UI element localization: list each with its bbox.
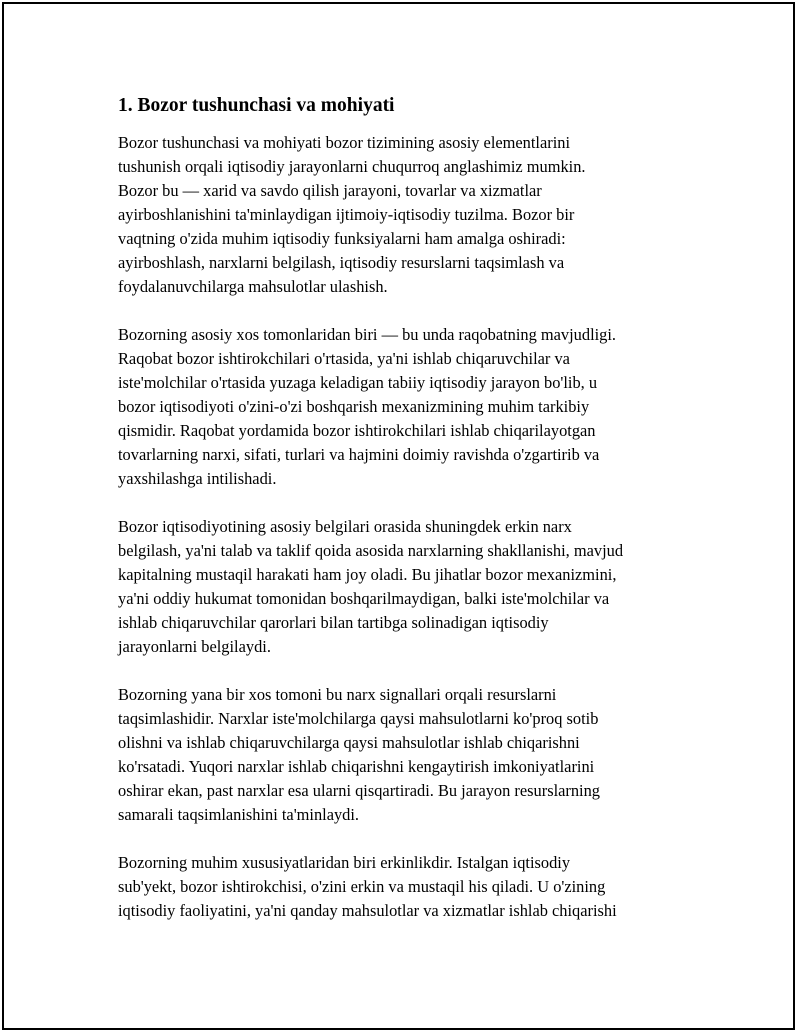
text-line: vaqtning o'zida muhim iqtisodiy funksiyalarni ham amalga oshiradi:	[118, 229, 566, 248]
text-line: ayirboshlanishini ta'minlaydigan ijtimoiy-iqtisodiy tuzilma. Bozor bir	[118, 205, 575, 224]
text-line: ayirboshlash, narxlarni belgilash, iqtisodiy resurslarni taqsimlash va	[118, 253, 565, 272]
text-line: taqsimlashidir. Narxlar iste'molchilarga qaysi mahsulotlarni ko'proq sotib	[118, 709, 599, 728]
text-line: yaxshilashga intilishadi.	[118, 469, 277, 488]
text-line: bozor iqtisodiyoti o'zini-o'zi boshqarish mexanizmining muhim tarkibiy	[118, 397, 590, 416]
text-line: ko'rsatadi. Yuqori narxlar ishlab chiqarishni kengaytirish imkoniyatlarini	[118, 757, 595, 776]
text-line: Bozor iqtisodiyotining asosiy belgilari orasida shuningdek erkin narx	[118, 517, 572, 536]
text-line: tovarlarning narxi, sifati, turlari va hajmini doimiy ravishda o'zgartirib va	[118, 445, 600, 464]
section-heading: 1. Bozor tushunchasi va mohiyati	[118, 95, 395, 116]
paragraph-1	[118, 131, 698, 299]
text-line: tushunish orqali iqtisodiy jarayonlarni chuqurroq anglashimiz mumkin.	[118, 157, 586, 176]
text-line: iqtisodiy faoliyatini, ya'ni qanday mahsulotlar va xizmatlar ishlab chiqarishi	[118, 901, 617, 920]
text-line: sub'yekt, bozor ishtirokchisi, o'zini erkin va mustaqil his qiladi. U o'zining	[118, 877, 606, 896]
text-line: kapitalning mustaqil harakati ham joy oladi. Bu jihatlar bozor mexanizmini,	[118, 565, 617, 584]
text-line: foydalanuvchilarga mahsulotlar ulashish.	[118, 277, 388, 296]
text-line: Bozor tushunchasi va mohiyati bozor tizimining asosiy elementlarini	[118, 133, 571, 152]
paragraph-4	[118, 683, 698, 827]
paragraph-5	[118, 851, 698, 923]
text-line: iste'molchilar o'rtasida yuzaga keladigan tabiiy iqtisodiy jarayon bo'lib, u	[118, 373, 598, 392]
text-line: Bozorning asosiy xos tomonlaridan biri — bu unda raqobatning mavjudligi.	[118, 325, 617, 344]
text-line: ishlab chiqaruvchilar qarorlari bilan tartibga solinadigan iqtisodiy	[118, 613, 549, 632]
text-line: qismidir. Raqobat yordamida bozor ishtirokchilari ishlab chiqarilayotgan	[118, 421, 596, 440]
document-body	[118, 93, 698, 947]
text-line: jarayonlarni belgilaydi.	[118, 637, 271, 656]
text-line: Bozorning muhim xususiyatlaridan biri erkinlikdir. Istalgan iqtisodiy	[118, 853, 571, 872]
text-line: Bozor bu — xarid va savdo qilish jarayoni, tovarlar va xizmatlar	[118, 181, 542, 200]
text-line: ya'ni oddiy hukumat tomonidan boshqarilmaydigan, balki iste'molchilar va	[118, 589, 610, 608]
paragraph-2	[118, 323, 698, 491]
text-line: olishni va ishlab chiqaruvchilarga qaysi mahsulotlar ishlab chiqarishni	[118, 733, 580, 752]
text-line: belgilash, ya'ni talab va taklif qoida asosida narxlarning shakllanishi, mavjud	[118, 541, 624, 560]
text-line: Raqobat bozor ishtirokchilari o'rtasida, ya'ni ishlab chiqaruvchilar va	[118, 349, 570, 368]
text-line: samarali taqsimlanishini ta'minlaydi.	[118, 805, 360, 824]
text-line: Bozorning yana bir xos tomoni bu narx signallari orqali resurslarni	[118, 685, 557, 704]
paragraph-3	[118, 515, 698, 659]
text-line: oshirar ekan, past narxlar esa ularni qisqartiradi. Bu jarayon resurslarning	[118, 781, 600, 800]
